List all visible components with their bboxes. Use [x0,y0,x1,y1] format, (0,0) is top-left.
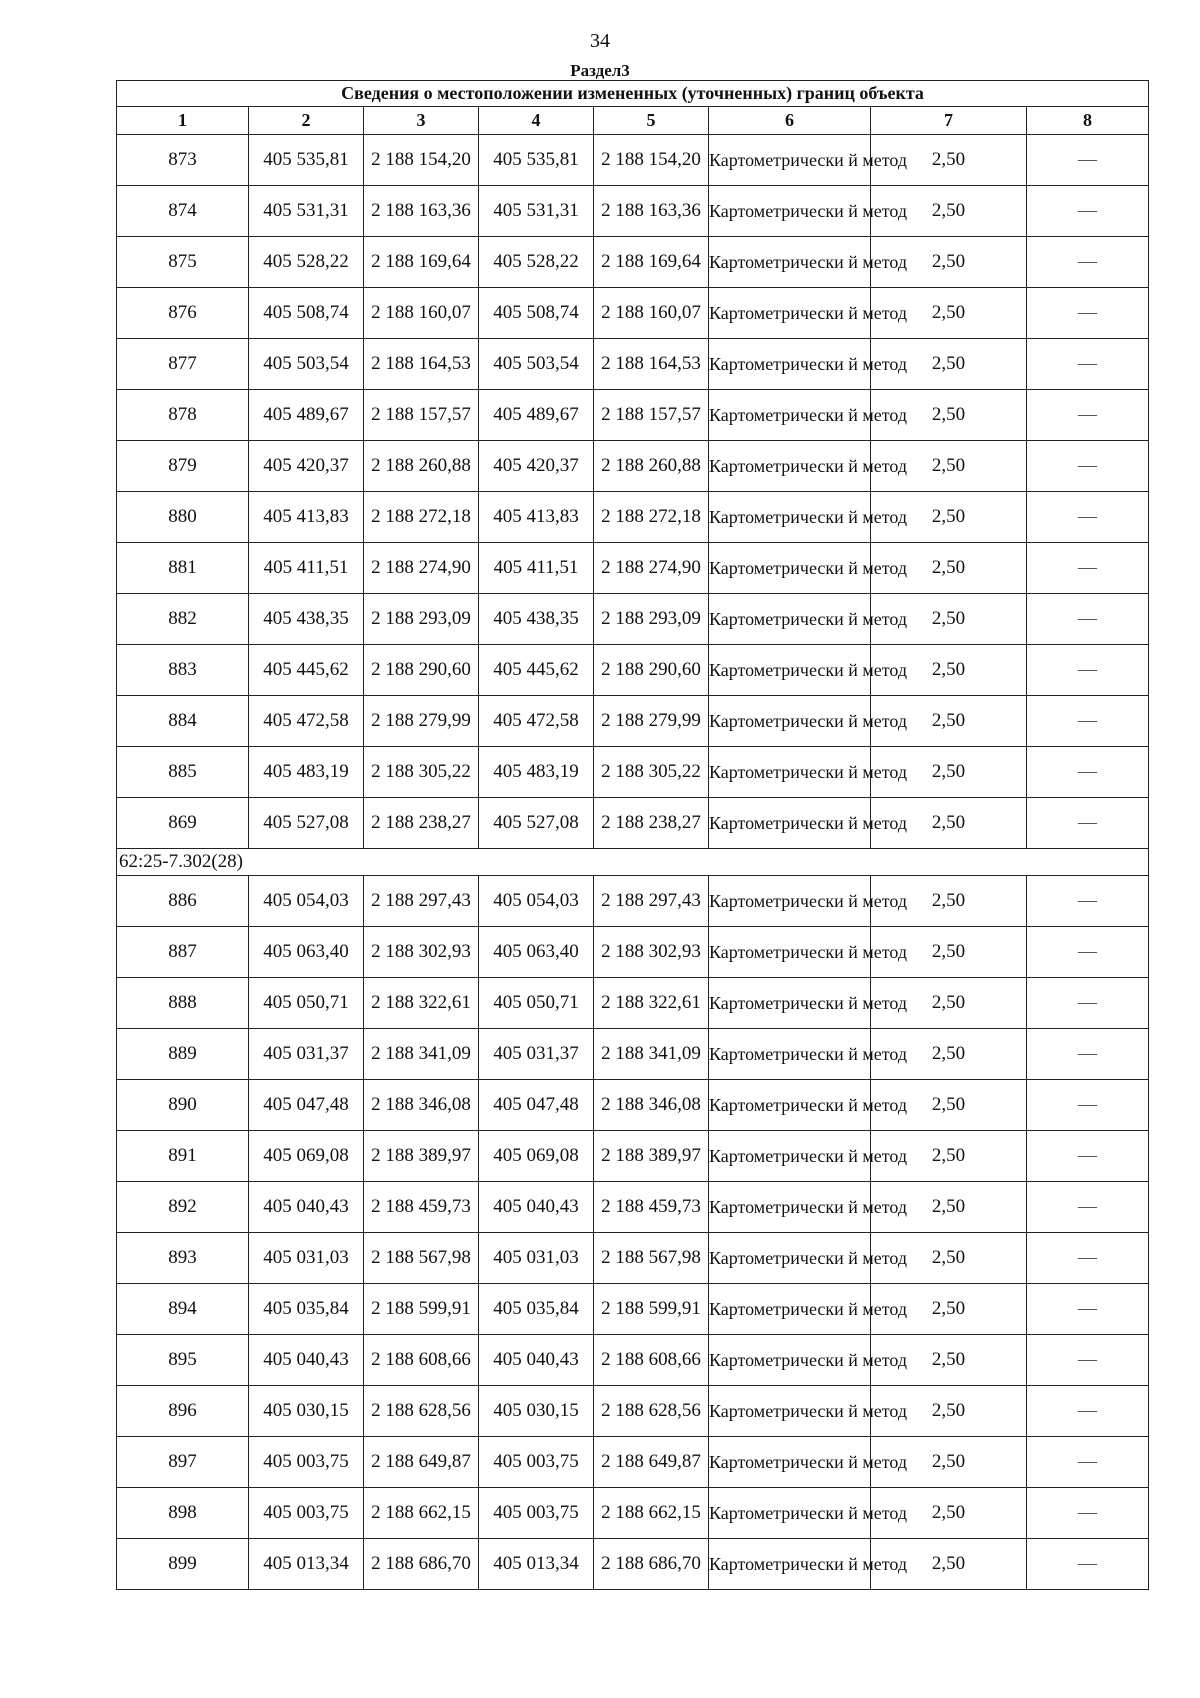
cell-method: Картометрически й метод [709,798,871,849]
cell-y-existing: 2 188 293,09 [364,594,479,645]
cell-point-number: 898 [117,1488,249,1539]
table-row [117,237,1149,288]
table-row [117,927,1149,978]
cell-x-new: 405 527,08 [479,798,594,849]
cell-x-new: 405 013,34 [479,1539,594,1590]
table-row [117,390,1149,441]
cell-note: — [1027,696,1149,747]
cell-x-existing: 405 531,31 [249,186,364,237]
cell-point-number: 892 [117,1182,249,1233]
cell-note: — [1027,1335,1149,1386]
cell-note: — [1027,1488,1149,1539]
page-number: 34 [590,30,610,52]
cell-method: Картометрически й метод [709,1029,871,1080]
cell-method: Картометрически й метод [709,390,871,441]
cell-note: — [1027,186,1149,237]
cell-x-existing: 405 438,35 [249,594,364,645]
cell-accuracy: 2,50 [871,135,1027,186]
cell-y-new: 2 188 662,15 [594,1488,709,1539]
cell-x-existing: 405 069,08 [249,1131,364,1182]
cell-x-existing: 405 411,51 [249,543,364,594]
cell-accuracy: 2,50 [871,798,1027,849]
cell-point-number: 890 [117,1080,249,1131]
cell-x-existing: 405 527,08 [249,798,364,849]
cell-x-existing: 405 040,43 [249,1182,364,1233]
cell-method: Картометрически й метод [709,1437,871,1488]
cell-note: — [1027,1233,1149,1284]
cell-y-new: 2 188 238,27 [594,798,709,849]
cell-method: Картометрически й метод [709,696,871,747]
cell-y-new: 2 188 272,18 [594,492,709,543]
cell-x-existing: 405 047,48 [249,1080,364,1131]
cell-accuracy: 2,50 [871,1284,1027,1335]
column-header-2: 2 [249,107,364,135]
cell-point-number: 884 [117,696,249,747]
cell-point-number: 883 [117,645,249,696]
cell-note: — [1027,390,1149,441]
cell-x-existing: 405 063,40 [249,927,364,978]
cell-y-new: 2 188 649,87 [594,1437,709,1488]
cell-x-existing: 405 031,03 [249,1233,364,1284]
table-row [117,747,1149,798]
table-row [117,1539,1149,1590]
cell-y-existing: 2 188 662,15 [364,1488,479,1539]
table-row [117,798,1149,849]
cell-point-number: 873 [117,135,249,186]
cell-accuracy: 2,50 [871,390,1027,441]
cell-y-existing: 2 188 160,07 [364,288,479,339]
cell-x-existing: 405 013,34 [249,1539,364,1590]
cell-y-new: 2 188 567,98 [594,1233,709,1284]
cell-accuracy: 2,50 [871,1335,1027,1386]
column-header-6: 6 [709,107,871,135]
cell-y-new: 2 188 341,09 [594,1029,709,1080]
table-row [117,186,1149,237]
table-row [117,1182,1149,1233]
cell-accuracy: 2,50 [871,1386,1027,1437]
cell-note: — [1027,1029,1149,1080]
cell-x-existing: 405 040,43 [249,1335,364,1386]
cell-method: Картометрически й метод [709,645,871,696]
table-row [117,1131,1149,1182]
cell-y-new: 2 188 260,88 [594,441,709,492]
cell-method: Картометрически й метод [709,135,871,186]
cell-method: Картометрически й метод [709,1539,871,1590]
cell-method: Картометрически й метод [709,876,871,927]
cell-method: Картометрически й метод [709,978,871,1029]
cell-x-new: 405 420,37 [479,441,594,492]
cell-x-new: 405 445,62 [479,645,594,696]
cell-point-number: 899 [117,1539,249,1590]
cell-note: — [1027,645,1149,696]
cell-accuracy: 2,50 [871,1233,1027,1284]
cell-x-existing: 405 413,83 [249,492,364,543]
cell-y-existing: 2 188 272,18 [364,492,479,543]
cell-point-number: 891 [117,1131,249,1182]
cell-x-new: 405 069,08 [479,1131,594,1182]
cell-x-existing: 405 003,75 [249,1488,364,1539]
cell-x-new: 405 483,19 [479,747,594,798]
cell-y-new: 2 188 163,36 [594,186,709,237]
table-row [117,696,1149,747]
cell-note: — [1027,288,1149,339]
column-header-4: 4 [479,107,594,135]
cell-y-existing: 2 188 297,43 [364,876,479,927]
cell-y-existing: 2 188 164,53 [364,339,479,390]
cell-accuracy: 2,50 [871,1437,1027,1488]
cell-x-new: 405 030,15 [479,1386,594,1437]
cell-y-existing: 2 188 341,09 [364,1029,479,1080]
cell-y-new: 2 188 297,43 [594,876,709,927]
cell-accuracy: 2,50 [871,876,1027,927]
cell-y-new: 2 188 169,64 [594,237,709,288]
cell-x-existing: 405 031,37 [249,1029,364,1080]
cell-method: Картометрически й метод [709,1488,871,1539]
coordinates-table [116,80,1149,1590]
cell-point-number: 894 [117,1284,249,1335]
cell-accuracy: 2,50 [871,1029,1027,1080]
cell-y-new: 2 188 157,57 [594,390,709,441]
cell-method: Картометрически й метод [709,1284,871,1335]
cell-note: — [1027,135,1149,186]
cell-method: Картометрически й метод [709,441,871,492]
cell-point-number: 876 [117,288,249,339]
cell-note: — [1027,492,1149,543]
cell-note: — [1027,441,1149,492]
cell-method: Картометрически й метод [709,288,871,339]
table-row [117,594,1149,645]
cell-method: Картометрически й метод [709,594,871,645]
cell-x-existing: 405 472,58 [249,696,364,747]
column-header-8: 8 [1027,107,1149,135]
cell-accuracy: 2,50 [871,696,1027,747]
cell-y-existing: 2 188 649,87 [364,1437,479,1488]
cell-x-existing: 405 535,81 [249,135,364,186]
cell-note: — [1027,237,1149,288]
cell-accuracy: 2,50 [871,1131,1027,1182]
cell-method: Картометрически й метод [709,186,871,237]
cell-method: Картометрически й метод [709,1182,871,1233]
cell-x-new: 405 050,71 [479,978,594,1029]
cell-x-existing: 405 489,67 [249,390,364,441]
cell-note: — [1027,1386,1149,1437]
cell-y-new: 2 188 389,97 [594,1131,709,1182]
cell-point-number: 874 [117,186,249,237]
table-row [117,876,1149,927]
cell-point-number: 880 [117,492,249,543]
cell-x-new: 405 040,43 [479,1182,594,1233]
cell-accuracy: 2,50 [871,441,1027,492]
cell-y-existing: 2 188 279,99 [364,696,479,747]
cell-point-number: 879 [117,441,249,492]
cell-x-new: 405 035,84 [479,1284,594,1335]
cell-x-new: 405 031,37 [479,1029,594,1080]
cell-point-number: 885 [117,747,249,798]
cell-x-existing: 405 528,22 [249,237,364,288]
table-body [117,135,1149,1590]
cell-x-new: 405 047,48 [479,1080,594,1131]
cell-y-new: 2 188 608,66 [594,1335,709,1386]
cell-y-new: 2 188 274,90 [594,543,709,594]
cell-method: Картометрически й метод [709,339,871,390]
table-caption: Сведения о местоположении измененных (уточненных) границ объекта [117,81,1149,107]
cell-point-number: 877 [117,339,249,390]
cell-accuracy: 2,50 [871,1080,1027,1131]
cell-method: Картометрически й метод [709,747,871,798]
group-label: 62:25-7.302(28) [117,849,1149,876]
cell-note: — [1027,927,1149,978]
cell-y-new: 2 188 459,73 [594,1182,709,1233]
cell-x-existing: 405 503,54 [249,339,364,390]
cell-note: — [1027,1539,1149,1590]
table-row [117,1233,1149,1284]
cell-accuracy: 2,50 [871,927,1027,978]
cell-method: Картометрически й метод [709,1335,871,1386]
cell-accuracy: 2,50 [871,492,1027,543]
cell-x-existing: 405 054,03 [249,876,364,927]
table-row [117,441,1149,492]
cell-x-new: 405 054,03 [479,876,594,927]
cell-note: — [1027,1080,1149,1131]
cell-y-existing: 2 188 169,64 [364,237,479,288]
cell-x-existing: 405 003,75 [249,1437,364,1488]
cell-point-number: 875 [117,237,249,288]
cell-note: — [1027,747,1149,798]
cell-x-existing: 405 035,84 [249,1284,364,1335]
cell-x-existing: 405 483,19 [249,747,364,798]
cell-y-new: 2 188 686,70 [594,1539,709,1590]
cell-note: — [1027,1131,1149,1182]
cell-x-new: 405 031,03 [479,1233,594,1284]
cell-y-new: 2 188 160,07 [594,288,709,339]
cell-x-new: 405 503,54 [479,339,594,390]
cell-accuracy: 2,50 [871,237,1027,288]
cell-y-existing: 2 188 346,08 [364,1080,479,1131]
cell-y-existing: 2 188 459,73 [364,1182,479,1233]
cell-x-existing: 405 050,71 [249,978,364,1029]
cell-method: Картометрически й метод [709,1131,871,1182]
column-header-1: 1 [117,107,249,135]
cell-note: — [1027,798,1149,849]
cell-x-new: 405 472,58 [479,696,594,747]
cell-x-existing: 405 420,37 [249,441,364,492]
cell-x-new: 405 528,22 [479,237,594,288]
table-row [117,339,1149,390]
cell-point-number: 888 [117,978,249,1029]
cell-point-number: 895 [117,1335,249,1386]
cell-x-existing: 405 030,15 [249,1386,364,1437]
cell-x-existing: 405 445,62 [249,645,364,696]
cell-x-new: 405 040,43 [479,1335,594,1386]
cell-accuracy: 2,50 [871,1182,1027,1233]
cell-accuracy: 2,50 [871,747,1027,798]
table-row [117,135,1149,186]
table-row [117,1335,1149,1386]
cell-point-number: 893 [117,1233,249,1284]
cell-point-number: 889 [117,1029,249,1080]
group-label-row [117,849,1149,876]
header-row [117,107,1149,135]
cell-y-new: 2 188 279,99 [594,696,709,747]
cell-accuracy: 2,50 [871,645,1027,696]
cell-accuracy: 2,50 [871,543,1027,594]
cell-y-existing: 2 188 305,22 [364,747,479,798]
cell-x-existing: 405 508,74 [249,288,364,339]
cell-y-existing: 2 188 154,20 [364,135,479,186]
cell-accuracy: 2,50 [871,978,1027,1029]
cell-y-existing: 2 188 302,93 [364,927,479,978]
cell-y-existing: 2 188 238,27 [364,798,479,849]
cell-y-new: 2 188 628,56 [594,1386,709,1437]
cell-y-new: 2 188 346,08 [594,1080,709,1131]
cell-method: Картометрически й метод [709,543,871,594]
cell-accuracy: 2,50 [871,186,1027,237]
cell-y-existing: 2 188 608,66 [364,1335,479,1386]
cell-point-number: 881 [117,543,249,594]
cell-y-new: 2 188 293,09 [594,594,709,645]
table-row [117,543,1149,594]
cell-y-existing: 2 188 389,97 [364,1131,479,1182]
table-row [117,492,1149,543]
cell-y-existing: 2 188 260,88 [364,441,479,492]
cell-accuracy: 2,50 [871,288,1027,339]
cell-point-number: 887 [117,927,249,978]
section-title: Раздел3 [570,61,630,80]
table-row [117,1284,1149,1335]
cell-x-new: 405 003,75 [479,1488,594,1539]
column-header-3: 3 [364,107,479,135]
cell-x-new: 405 413,83 [479,492,594,543]
cell-y-existing: 2 188 628,56 [364,1386,479,1437]
cell-method: Картометрически й метод [709,492,871,543]
table-row [117,1437,1149,1488]
cell-y-new: 2 188 305,22 [594,747,709,798]
cell-method: Картометрически й метод [709,237,871,288]
cell-note: — [1027,543,1149,594]
cell-y-new: 2 188 290,60 [594,645,709,696]
cell-accuracy: 2,50 [871,1539,1027,1590]
cell-note: — [1027,1182,1149,1233]
cell-method: Картометрически й метод [709,1080,871,1131]
cell-y-existing: 2 188 686,70 [364,1539,479,1590]
cell-accuracy: 2,50 [871,1488,1027,1539]
cell-y-existing: 2 188 567,98 [364,1233,479,1284]
cell-y-new: 2 188 599,91 [594,1284,709,1335]
cell-method: Картометрически й метод [709,1233,871,1284]
cell-x-new: 405 535,81 [479,135,594,186]
cell-point-number: 896 [117,1386,249,1437]
table-row [117,1080,1149,1131]
cell-x-new: 405 063,40 [479,927,594,978]
column-header-5: 5 [594,107,709,135]
cell-x-new: 405 003,75 [479,1437,594,1488]
cell-accuracy: 2,50 [871,594,1027,645]
cell-y-new: 2 188 302,93 [594,927,709,978]
cell-note: — [1027,594,1149,645]
cell-note: — [1027,978,1149,1029]
table-row [117,1488,1149,1539]
table-row [117,1029,1149,1080]
cell-x-new: 405 508,74 [479,288,594,339]
table-row [117,288,1149,339]
cell-x-new: 405 438,35 [479,594,594,645]
cell-x-new: 405 411,51 [479,543,594,594]
column-header-7: 7 [871,107,1027,135]
cell-y-existing: 2 188 163,36 [364,186,479,237]
cell-point-number: 882 [117,594,249,645]
cell-y-existing: 2 188 157,57 [364,390,479,441]
cell-y-existing: 2 188 599,91 [364,1284,479,1335]
cell-note: — [1027,1284,1149,1335]
cell-y-existing: 2 188 274,90 [364,543,479,594]
cell-point-number: 886 [117,876,249,927]
cell-method: Картометрически й метод [709,1386,871,1437]
cell-y-existing: 2 188 290,60 [364,645,479,696]
cell-point-number: 897 [117,1437,249,1488]
cell-note: — [1027,339,1149,390]
cell-y-existing: 2 188 322,61 [364,978,479,1029]
cell-note: — [1027,1437,1149,1488]
table-row [117,1386,1149,1437]
cell-method: Картометрически й метод [709,927,871,978]
cell-x-new: 405 489,67 [479,390,594,441]
cell-x-new: 405 531,31 [479,186,594,237]
cell-accuracy: 2,50 [871,339,1027,390]
table-row [117,978,1149,1029]
cell-point-number: 878 [117,390,249,441]
table-row [117,645,1149,696]
cell-point-number: 869 [117,798,249,849]
cell-y-new: 2 188 154,20 [594,135,709,186]
cell-y-new: 2 188 322,61 [594,978,709,1029]
cell-y-new: 2 188 164,53 [594,339,709,390]
cell-note: — [1027,876,1149,927]
